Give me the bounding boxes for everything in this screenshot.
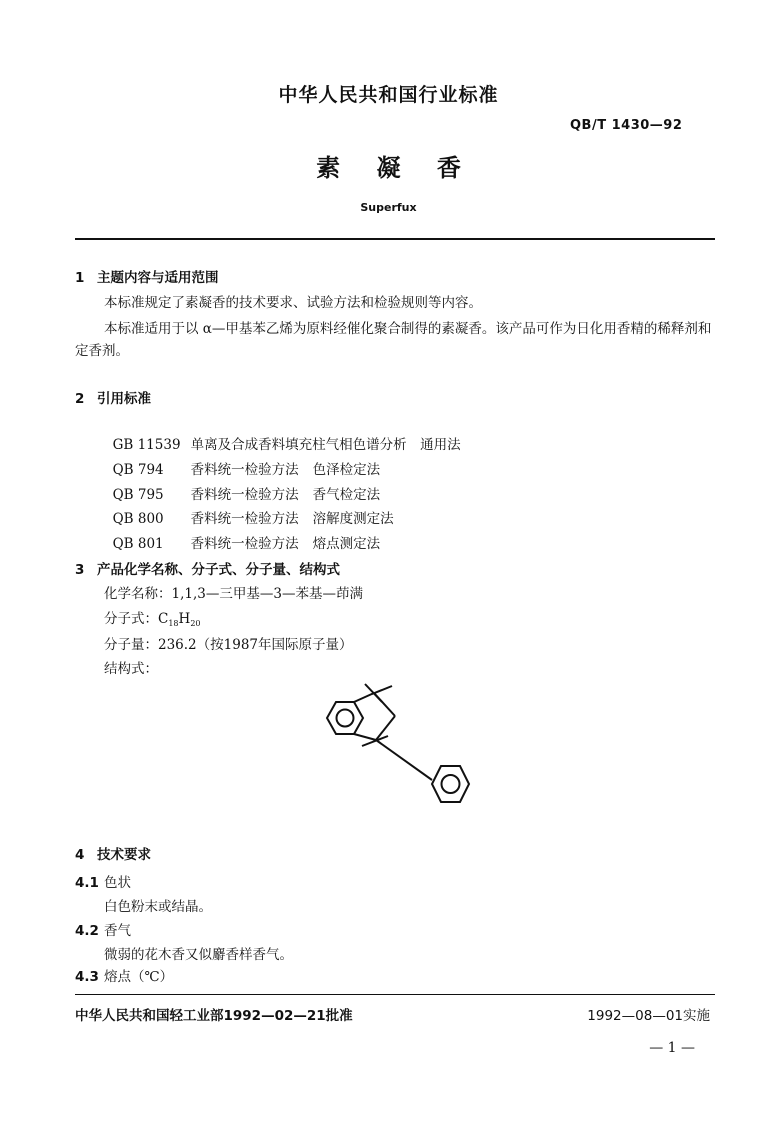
header-rule	[75, 238, 715, 240]
formula-hydrogen-count: 20	[190, 619, 201, 628]
subsection-4-2	[75, 920, 131, 942]
structural-formula-diagram	[300, 680, 500, 830]
formula-label: 分子式：	[104, 611, 158, 627]
methyl-bond	[372, 686, 392, 694]
reference-title: 香料统一检验方法	[190, 462, 299, 478]
reference-method: 溶解度测定法	[312, 511, 394, 527]
section-1-number: 1	[75, 270, 85, 286]
benzene-ring-fused	[327, 702, 363, 734]
reference-method: 香气检定法	[312, 487, 381, 503]
effective-date: 1992—08—01实施	[587, 1008, 710, 1024]
section-1-para-2: 本标准适用于以 α—甲基苯乙烯为原料经催化聚合制得的素凝香。该产品可作为日化用香精的稀释剂和定香剂。	[75, 321, 712, 359]
molecular-formula	[104, 608, 201, 635]
approval-date: 中华人民共和国轻工业部1992—02—21批准	[75, 1008, 353, 1024]
section-2-title: 引用标准	[97, 391, 151, 407]
reference-item	[104, 516, 380, 552]
section-4-heading	[75, 843, 151, 863]
formula-carbon-count: 18	[168, 619, 179, 628]
structure-label: 结构式：	[104, 661, 158, 677]
reference-code: GB 11539	[112, 437, 181, 453]
subsection-number: 4.1	[75, 875, 99, 891]
reference-method: 色泽检定法	[312, 462, 381, 478]
section-1-title: 主题内容与适用范围	[97, 270, 219, 286]
subsection-label: 香气	[104, 923, 131, 939]
reference-title: 单离及合成香料填充柱气相色谱分析 通用法	[190, 437, 461, 453]
standard-code: QB/T 1430—92	[570, 118, 683, 133]
benzene-ring-phenyl	[432, 766, 469, 802]
reference-code: QB 794	[112, 462, 164, 478]
section-2-number: 2	[75, 391, 85, 407]
aromatic-circle	[442, 775, 460, 793]
english-title: Superfux	[360, 201, 417, 214]
section-3-number: 3	[75, 562, 85, 578]
reference-title: 香料统一检验方法	[190, 511, 299, 527]
molecular-weight: 分子量：236.2（按1987年国际原子量）	[104, 637, 353, 653]
section-2-heading	[75, 387, 151, 407]
reference-method: 熔点测定法	[312, 536, 381, 552]
section-1-para-1: 本标准规定了素凝香的技术要求、试验方法和检验规则等内容。	[104, 295, 482, 311]
reference-code: QB 800	[112, 511, 164, 527]
footer-rule	[75, 994, 715, 995]
section-3-heading	[75, 558, 340, 578]
reference-title: 香料统一检验方法	[190, 487, 299, 503]
subsection-text: 微弱的花木香又似麝香样香气。	[104, 947, 293, 963]
subsection-4-1	[75, 872, 131, 894]
section-3-title: 产品化学名称、分子式、分子量、结构式	[97, 562, 340, 578]
formula-hydrogen: H	[178, 611, 191, 627]
subsection-4-3	[75, 966, 173, 988]
reference-code: QB 801	[112, 536, 164, 552]
section-4-title: 技术要求	[97, 847, 151, 863]
issuing-organization: 中华人民共和国行业标准	[278, 84, 499, 106]
section-4-number: 4	[75, 847, 85, 863]
phenyl-bond	[376, 740, 432, 780]
chemical-name: 化学名称：1,1,3—三甲基—3—苯基—茚满	[104, 586, 363, 602]
aromatic-circle	[337, 710, 354, 727]
subsection-number: 4.3	[75, 969, 99, 985]
document-title: 素 凝 香	[316, 153, 475, 182]
formula-carbon: C	[158, 611, 169, 627]
subsection-label: 熔点（℃）	[104, 969, 174, 985]
page-number: — 1 —	[649, 1040, 695, 1056]
subsection-number: 4.2	[75, 923, 99, 939]
subsection-text: 白色粉末或结晶。	[104, 899, 212, 915]
subsection-label: 色状	[104, 875, 131, 891]
reference-code: QB 795	[112, 487, 164, 503]
section-1-heading	[75, 266, 219, 286]
reference-title: 香料统一检验方法	[190, 536, 299, 552]
